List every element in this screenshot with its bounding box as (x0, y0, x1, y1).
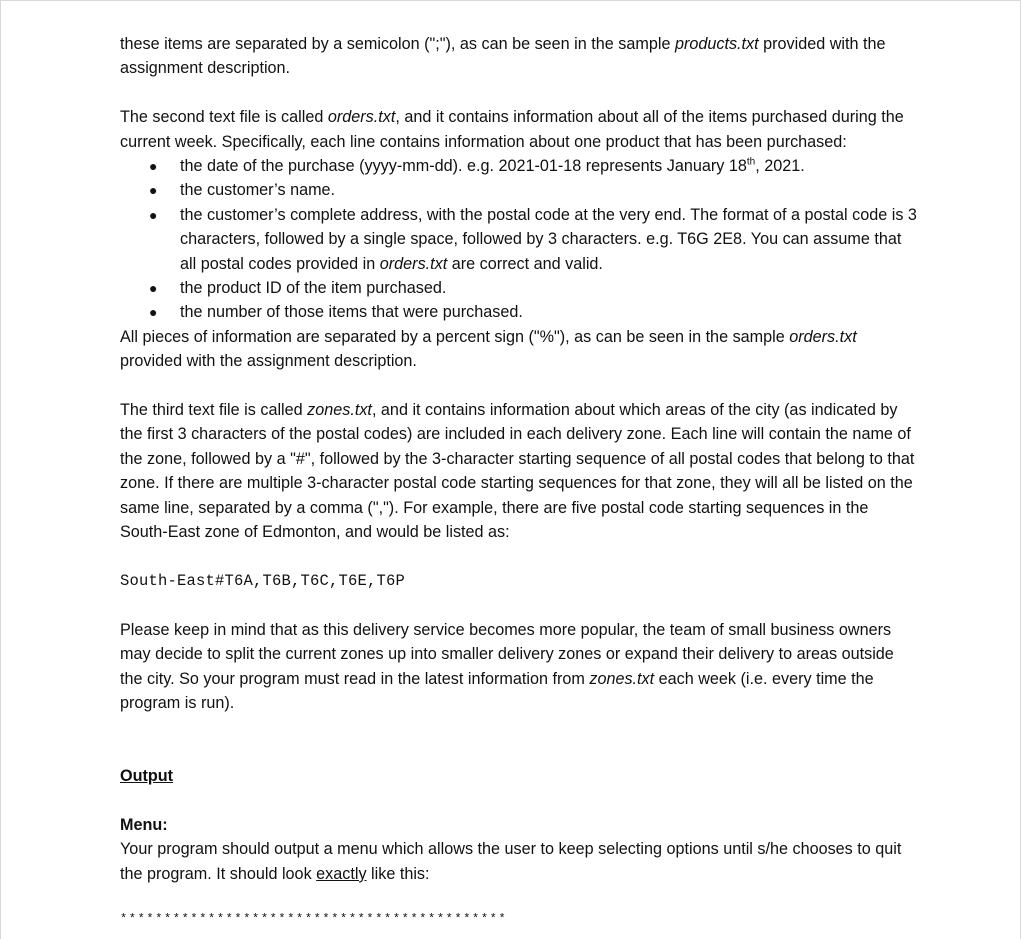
bullet-icon: ● (149, 280, 158, 297)
filename-products: products.txt (674, 35, 759, 53)
bullet-icon: ● (149, 182, 158, 199)
section-heading-output: Output (120, 767, 174, 786)
paragraph-menu-description: Your program should output a menu which allows the user to keep selecting options until s/he chooses to quit the program. It should look exactly like this: (120, 840, 902, 883)
paragraph-orders-file: The second text file is called orders.txt, and it contains information about all of the items purchased during the current week. Specifically, each line contains information about one product that has been purchased: (120, 108, 904, 151)
list-item: ● the number of those items that were purchased. (120, 300, 920, 324)
filename-zones: zones.txt (589, 669, 655, 688)
bullet-icon: ● (149, 206, 158, 223)
menu-border-stars: ******************************************** (120, 912, 508, 927)
paragraph-products-separator: these items are separated by a semicolon (";"), as can be seen in the sample products.txt provided with the assignment description. (120, 35, 886, 78)
paragraph-zones-file: The third text file is called zones.txt, and it contains information about which areas of the city (as indicated by the first 3 characters of the postal codes) are included in each delivery zone. Each line will contain the name of the zone, followed by a "#", followed by the 3-character starting sequence of all postal codes that belong to that zone. If there are multiple 3-character postal code starting sequences for that zone, they will all be listed on the same line, separated by a comma (","). For example, there are five postal code starting sequences in the South-East zone of Edmonton, and would be listed as: (120, 401, 915, 542)
filename-orders: orders.txt (327, 108, 396, 127)
filename-orders: orders.txt (789, 327, 857, 346)
paragraph-zones-update: Please keep in mind that as this delivery service becomes more popular, the team of small business owners may decide to split the current zones up into smaller delivery zones or expand their delivery to areas outside the city. So your program must read in the latest information from zones.txt each week (i.e. every time the program is run). (120, 620, 894, 712)
code-example: South-East#T6A,T6B,T6C,T6E,T6P (120, 571, 406, 590)
page-border-top (0, 0, 1021, 1)
bullet-icon: ● (149, 304, 158, 321)
page-border-left (0, 0, 1, 939)
bullet-icon: ● (149, 158, 158, 175)
paragraph-orders-separator: All pieces of information are separated by a percent sign ("%"), as can be seen in the sample orders.txt provided with the assignment description. (120, 327, 857, 371)
list-item: ● the customer’s complete address, with the postal code at the very end. The format of a postal code is 3 characters, followed by a single space, followed by 3 characters. e.g. T6G 2E8. You can assume that all postal codes provided in orders.txt are correct and valid. (120, 203, 920, 276)
list-item: ● the customer’s name. (120, 178, 920, 202)
list-item: ● the date of the purchase (yyyy-mm-dd). e.g. 2021-01-18 represents January 18th, 2021. (120, 154, 920, 178)
document-body (120, 32, 920, 926)
subheading-menu: Menu: (120, 815, 168, 834)
list-item: ● the product ID of the item purchased. (120, 276, 920, 300)
orders-fields-list (120, 154, 920, 325)
filename-zones: zones.txt (307, 401, 372, 420)
